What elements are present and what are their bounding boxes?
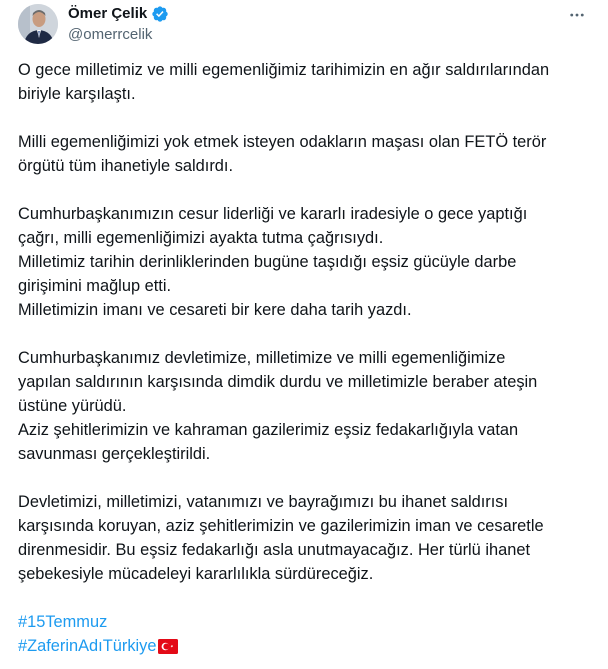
tweet-paragraph	[18, 346, 590, 466]
text-line: savunması gerçekleştirildi.	[18, 445, 211, 463]
author-handle[interactable]: @omerrcelik	[68, 26, 153, 43]
author-display-name[interactable]: Ömer Çelik	[68, 5, 148, 22]
turkey-flag-icon	[158, 637, 178, 652]
text-line: Milletimizin imanı ve cesareti bir kere daha tarih yazdı.	[18, 301, 412, 319]
text-line: Devletimizi, milletimizi, vatanımızı ve bayrağımızı bu ihanet saldırısı	[18, 493, 509, 511]
hashtag-text: #15Temmuz	[18, 613, 108, 631]
text-line: Milletimiz tarihin derinliklerinden bugüne taşıdığı eşsiz gücüyle darbe	[18, 253, 517, 271]
tweet-paragraph	[18, 58, 590, 106]
text-line: üstüne yürüdü.	[18, 397, 127, 415]
text-line: Cumhurbaşkanımızın cesur liderliği ve kararlı iradesiyle o gece yaptığı	[18, 205, 528, 223]
tweet-header	[18, 0, 590, 52]
text-line: Milli egemenliğimizi yok etmek isteyen odakların maşası olan FETÖ terör	[18, 133, 547, 151]
hashtag-link[interactable]	[18, 610, 590, 634]
text-line: çağrı, milli egemenliğimizi ayakta tutma çağrısıydı.	[18, 229, 384, 247]
text-line: karşısında koruyan, aziz şehitlerimizin ve gazilerimizin iman ve cesaretle	[18, 517, 544, 535]
tweet-paragraph	[18, 490, 590, 586]
avatar[interactable]	[18, 4, 58, 44]
text-line: direnmesidir. Bu eşsiz fedakarlığı asla unutmayacağız. Her türlü ihanet	[18, 541, 531, 559]
text-line: Cumhurbaşkanımız devletimize, milletimize ve milli egemenliğimize	[18, 349, 506, 367]
tweet-text	[18, 58, 590, 658]
text-line: şebekesiyle mücadeleyi kararlılıkla sürdüreceğiz.	[18, 565, 374, 583]
avatar-portrait-icon	[18, 4, 58, 44]
verified-badge-icon	[151, 5, 169, 23]
text-line: biriyle karşılaştı.	[18, 85, 136, 103]
text-line: O gece milletimiz ve milli egemenliğimiz tarihimizin en ağır saldırılarından	[18, 61, 550, 79]
more-options-icon[interactable]	[566, 4, 588, 26]
text-line: girişimini mağlup etti.	[18, 277, 172, 295]
text-line: Aziz şehitlerimizin ve kahraman gazilerimiz eşsiz fedakarlığıyla vatan	[18, 421, 519, 439]
hashtag-list	[18, 610, 590, 658]
tweet-paragraph	[18, 202, 590, 322]
text-line: yapılan saldırının karşısında dimdik durdu ve milletimizle beraber ateşin	[18, 373, 538, 391]
hashtag-link[interactable]	[18, 634, 590, 658]
tweet-paragraph	[18, 130, 590, 178]
hashtag-text: #ZaferinAdıTürkiye	[18, 637, 157, 655]
text-line: örgütü tüm ihanetiyle saldırdı.	[18, 157, 234, 175]
